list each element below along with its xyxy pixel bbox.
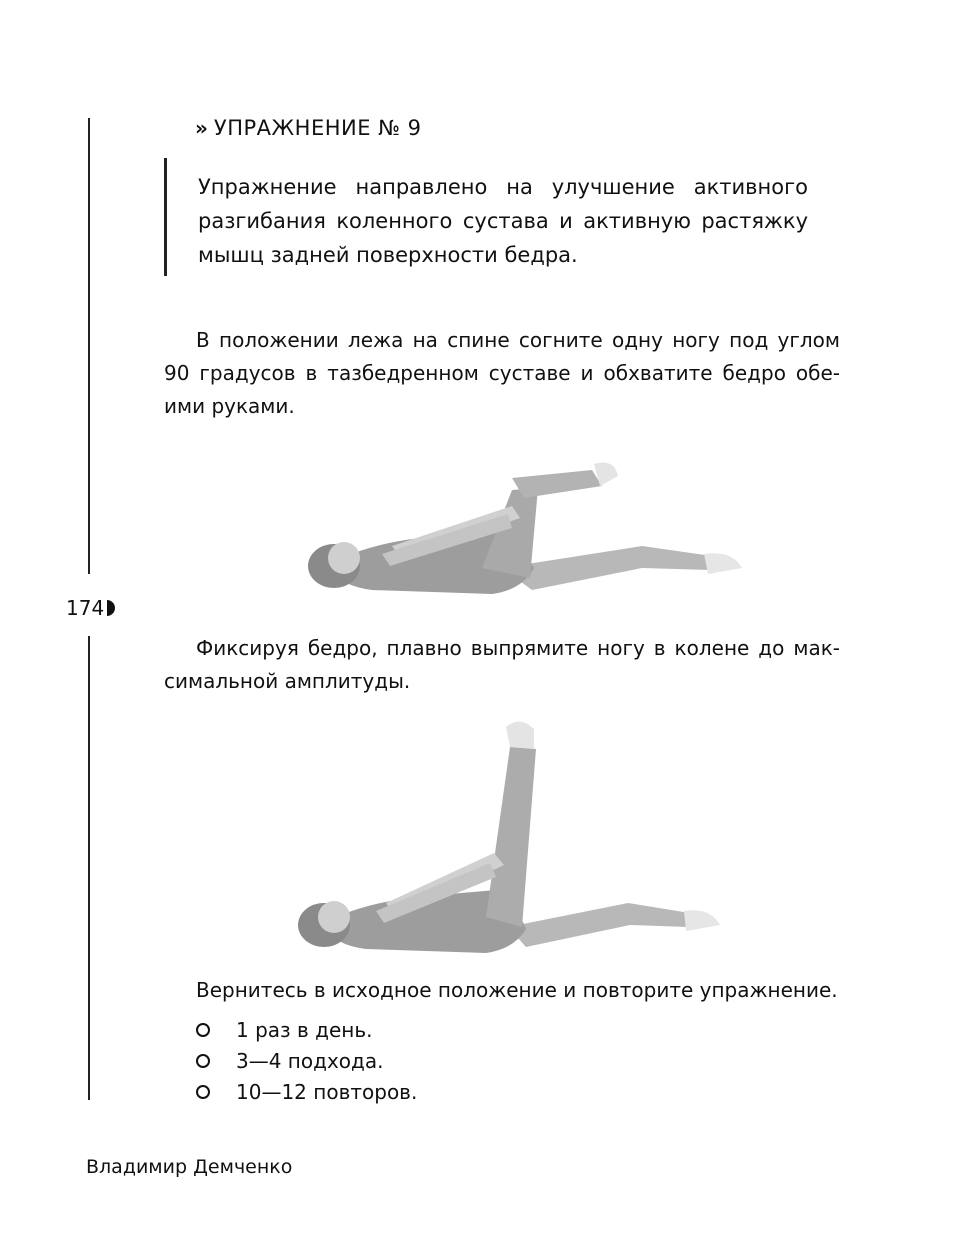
circle-bullet-icon [196,1054,210,1068]
list-item: 1 раз в день. [196,1014,417,1045]
step-1-text: В положении лежа на спине согните одну ногу под углом 90 градусов в тазбедренном суставе и обхватите бедро обеими руками. [164,328,840,418]
callout-bar [164,158,167,276]
double-chevron-icon: » [195,116,204,140]
exercise-description: Упражнение направлено на улучшение активного разгибания коленного сустава и активную растяжку мышц задней поверхности бедра. [198,175,808,267]
dosage-list [196,1014,417,1107]
margin-rule-top [88,118,90,574]
circle-bullet-icon [196,1023,210,1037]
exercise-photo-straight-leg [258,707,748,959]
step-2-text: Фиксируя бедро, плавно выпрямите ногу в колене до максимальной амплитуды. [164,636,840,693]
exercise-title: УПРАЖНЕНИЕ № 9 [213,116,422,140]
circle-bullet-icon [196,1085,210,1099]
margin-rule-bottom [88,636,90,1100]
exercise-photo-bent-leg [262,418,770,604]
half-circle-icon [107,600,115,616]
page-number: 174 [66,596,115,620]
list-item: 10—12 повторов. [196,1076,417,1107]
list-item: 3—4 подхода. [196,1045,417,1076]
exercise-heading [195,116,422,140]
footer-author: Владимир Демченко [86,1156,293,1178]
step-3-text: Вернитесь в исходное положение и повторите упражнение. [196,978,838,1002]
